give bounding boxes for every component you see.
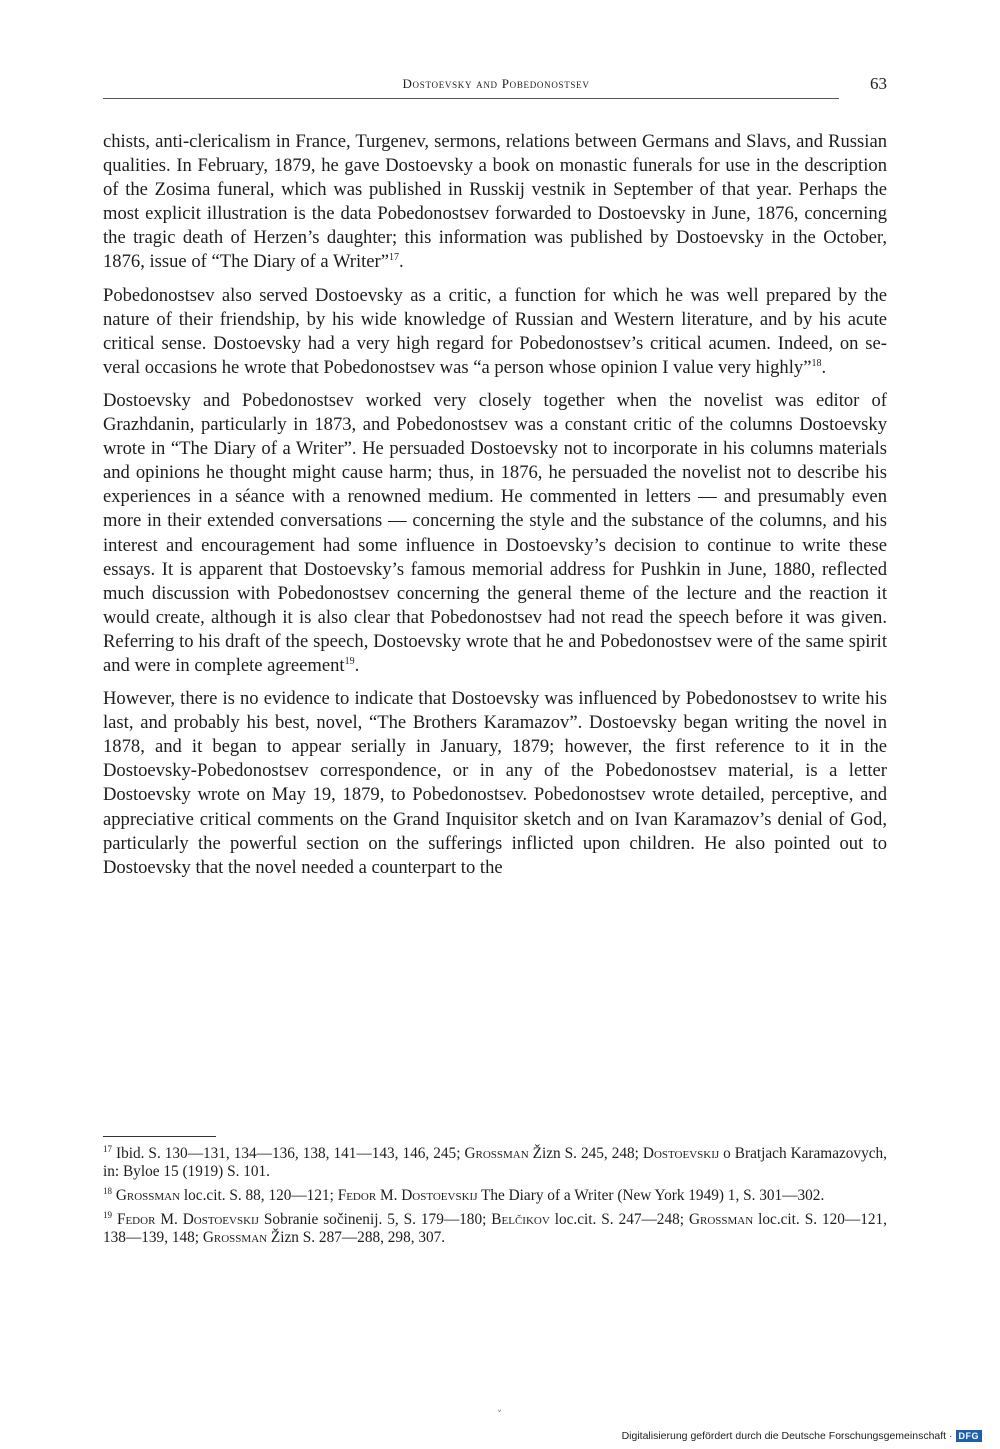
citation-text: loc.cit. S. 88, 120—121; [180, 1187, 338, 1204]
header-rule [103, 98, 839, 99]
citation-text: loc.cit. S. 247—248; [549, 1211, 689, 1228]
footnote-number: 17 [103, 1143, 112, 1154]
author-name: Dostoevskij [642, 1145, 720, 1162]
paragraph-1 [103, 130, 887, 275]
paragraph-text: However, there is no evidence to indicate that Dostoevsky was influenced by Pobedonostsev to write his last, and probably his best, novel, “The Brothers Karamazov”. Dostoevsky began writing the novel in 1878, and it began to appear serially in January, 1879; however, the first reference to it in the Dostoevsky-Pobedonostsev correspondence, or in any of the Pobedonostsev material, is a letter Dostoevsky wrote on May 19, 1879, to Pobedonostsev. Pobedonostsev wrote detailed, perceptive, and appreciative critical comments on the Grand Inquisitor sketch and on Ivan Karamazov’s denial of God, particularly the powerful section on the sufferings inflicted upon children. He also pointed out to Dostoevsky that the novel needed a counterpart to the [103, 688, 887, 878]
author-name: Grossman [464, 1145, 529, 1162]
paragraph-tail: . [398, 251, 404, 273]
paragraph-2 [103, 284, 887, 380]
paragraph-text: Dostoevsky and Pobedonostsev worked very closely together when the novelist was editor of Grazhdanin, particularly in 1873, and Pobedonostsev was a constant critic of the columns Dostoevsky wrote in “The Diary of a Writer”. He persuaded Dostoevsky not to incorporate in his columns materials and opinions he thought might cause harm; thus, in 1876, he persuaded the novelist not to describe his experiences in a séance with a renowned medium. He commented in letters — and presumably even more in their extended conversations — concerning the style and the substance of the columns, and his interest and encouragement had some influence in Dostoevsky’s decision to continue to write these essays. It is apparent that Dostoevsky’s famous memorial address for Pushkin in June, 1880, reflected much discussion with Pobedonostsev concerning the general theme of the lecture and the reaction it would create, although it is also clear that Pobedonostsev had not read the speech before it was given. Referring to his draft of the speech, Dostoevsky wrote that he and Pobedonostsev were of the same spirit and were in complete agreement [103, 389, 887, 676]
footnote-number: 19 [103, 1209, 112, 1220]
footnote-ref-17: 17 [388, 252, 399, 264]
paragraph-tail: . [821, 356, 827, 378]
running-head-title: Dostoevsky and Pobedonostsev [402, 76, 590, 91]
page-number: 63 [870, 74, 887, 93]
citation-text: o Bratjach Karamazovych, in: Byloe 15 (1919) S. 101. [103, 1145, 887, 1180]
citation-text: The Diary of a Writer (New York 1949) 1, S. 301—302. [477, 1187, 825, 1204]
footnotes [103, 1145, 887, 1253]
author-name: Fedor M. Dostoevskij [116, 1211, 259, 1228]
citation-text: loc.cit. S. 120—121, 138—139, 148; [103, 1211, 887, 1246]
running-head [103, 74, 889, 100]
citation-text: Sobranie sočinenij. 5, S. 179—180; [258, 1211, 492, 1228]
author-name: Fedor M. Dostoevskij [337, 1187, 478, 1204]
paragraph-3 [103, 389, 887, 678]
footnote-ref-18: 18 [811, 357, 822, 369]
digitization-footer [622, 1430, 982, 1442]
footnote-18 [103, 1187, 887, 1205]
author-name: Grossman [202, 1229, 268, 1246]
footnote-rule [103, 1136, 216, 1137]
paragraph-4 [103, 687, 887, 880]
author-name: Grossman [115, 1187, 181, 1204]
footnote-text [103, 1211, 887, 1246]
body-text [103, 130, 887, 889]
scan-speck: ˅ [497, 1410, 502, 1421]
paragraph-text: Pobedonostsev also served Dostoevsky as a critic, a function for which he was well prepared by the nature of their friendship, by his wide knowledge of Russian and Western literature, and by his acute critical sense. Dostoevsky had a very high regard for Pobedonostsev’s critical acumen. Indeed, on several occasions he wrote that Pobedonostsev was “a person whose opinion I value very highly” [103, 284, 887, 378]
citation-text: Žizn S. 287—288, 298, 307. [267, 1229, 446, 1246]
author-name: Belčikov [491, 1211, 550, 1228]
dfg-logo: DFG [956, 1430, 983, 1442]
footnote-ref-19: 19 [344, 655, 355, 667]
author-name: Grossman [688, 1211, 754, 1228]
footnote-number: 18 [103, 1185, 112, 1196]
footnote-19 [103, 1211, 887, 1247]
citation-text: Ibid. S. 130—131, 134—136, 138, 141—143, 146, 245; [115, 1145, 465, 1162]
footnote-text [116, 1187, 824, 1204]
paragraph-tail: . [354, 654, 360, 676]
footnote-17 [103, 1145, 887, 1181]
footnote-text [103, 1145, 887, 1180]
paragraph-text: chists, anti-clericalism in France, Turgenev, sermons, relations between Germans and Slavs, and Russian qualities. In February, 1879, he gave Dostoevsky a book on monastic funerals for use in the description of the Zosima funeral, which was published in Russkij vestnik in September of that year. Perhaps the most explicit illustration is the data Pobedonostsev forwarded to Dostoevsky in June, 1876, concerning the tragic death of Herzen’s daughter; this information was published by Dostoevsky in the October, 1876, issue of “The Diary of a Writer” [103, 131, 887, 273]
digitization-note: Digitalisierung gefördert durch die Deutsche Forschungsgemeinschaft · [621, 1430, 953, 1442]
citation-text: Žizn S. 245, 248; [528, 1145, 643, 1162]
